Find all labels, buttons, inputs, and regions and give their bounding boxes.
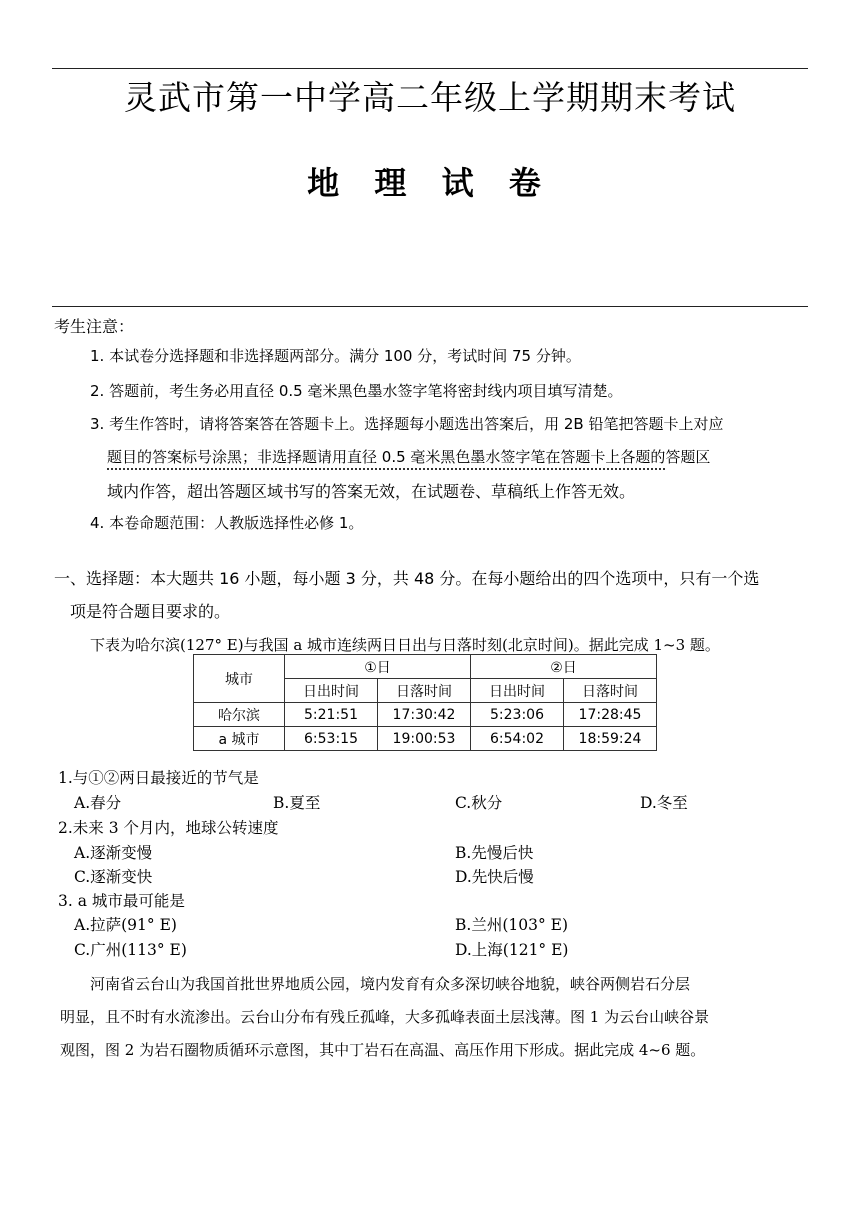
question-1-option-b: B.夏至	[273, 794, 321, 812]
notice-item-3-emphasis-b: 答题区	[665, 448, 711, 466]
question-3-option-c: C.广州(113° E)	[74, 941, 187, 959]
table-header-day1: ①日	[285, 655, 471, 679]
question-2-option-b: B.先慢后快	[455, 844, 534, 862]
table-header-sunrise: 日出时间	[285, 679, 378, 703]
notice-item-1: 1. 本试卷分选择题和非选择题两部分。满分 100 分，考试时间 75 分钟。	[90, 347, 581, 365]
table-cell: 19:00:53	[378, 727, 471, 751]
question-2-stem: 2.未来 3 个月内，地球公转速度	[58, 819, 279, 837]
passage-line-2: 明显，且不时有水流渗出。云台山分布有残丘孤峰，大多孤峰表面土层浅薄。图 1 为云台山峡谷景	[60, 1008, 710, 1026]
question-3-stem: 3. a 城市最可能是	[58, 892, 185, 910]
passage-line-3: 观图，图 2 为岩石圈物质循环示意图，其中丁岩石在高温、高压作用下形成。据此完成 4~6 题。	[60, 1041, 706, 1059]
table-cell: 6:53:15	[285, 727, 378, 751]
question-3-option-d: D.上海(121° E)	[455, 941, 569, 959]
question-1-option-a: A.春分	[74, 794, 122, 812]
top-rule	[52, 68, 808, 69]
notice-item-2: 2. 答题前，考生务必用直径 0.5 毫米黑色墨水签字笔将密封线内项目填写清楚。	[90, 382, 623, 400]
sunrise-sunset-table	[193, 654, 657, 751]
exam-subtitle: 地 理 试 卷	[307, 164, 553, 202]
table-cell: 5:21:51	[285, 703, 378, 727]
table-row	[194, 703, 657, 727]
question-1-option-d: D.冬至	[640, 794, 688, 812]
table-header-day2: ②日	[471, 655, 657, 679]
notice-item-4: 4. 本卷命题范围：人教版选择性必修 1。	[90, 514, 364, 532]
passage-line-1: 河南省云台山为我国首批世界地质公园，境内发育有众多深切峡谷地貌，峡谷两侧岩石分层	[90, 975, 691, 993]
notice-heading: 考生注意：	[54, 317, 135, 336]
table-cell: 17:28:45	[564, 703, 657, 727]
question-3-option-a: A.拉萨(91° E)	[74, 916, 177, 934]
table-header-sunset: 日落时间	[564, 679, 657, 703]
notice-item-3-line-1: 3. 考生作答时，请将答案答在答题卡上。选择题每小题选出答案后，用 2B 铅笔把答题卡上对应	[90, 415, 724, 433]
notice-item-3-emphasis-a: 题目的答案标号涂黑；非选择题请用直径 0.5 毫米黑色墨水签字笔在答题卡上各题的	[107, 448, 665, 470]
question-2-option-c: C.逐渐变快	[74, 868, 153, 886]
question-3-option-b: B.兰州(103° E)	[455, 916, 568, 934]
table-row	[194, 727, 657, 751]
section-1-heading-cont: 项是符合题目要求的。	[70, 602, 231, 621]
question-2-option-d: D.先快后慢	[455, 868, 534, 886]
table-cell: 哈尔滨	[194, 703, 285, 727]
table-cell: a 城市	[194, 727, 285, 751]
section-1-heading: 一、选择题：本大题共 16 小题，每小题 3 分，共 48 分。在每小题给出的四个选项中，只有一个选	[54, 569, 760, 588]
table-header-sunrise: 日出时间	[471, 679, 564, 703]
table-header-sunset: 日落时间	[378, 679, 471, 703]
table-cell: 5:23:06	[471, 703, 564, 727]
notice-rule	[52, 306, 808, 307]
question-2-option-a: A.逐渐变慢	[74, 844, 153, 862]
table-header-city: 城市	[194, 655, 285, 703]
exam-title: 灵武市第一中学高二年级上学期期末考试	[124, 78, 736, 117]
notice-item-3-line-2	[107, 446, 710, 467]
table-intro: 下表为哈尔滨(127° E)与我国 a 城市连续两日日出与日落时刻(北京时间)。据此完成 1~3 题。	[90, 636, 720, 654]
notice-item-3-line-3: 域内作答，超出答题区域书写的答案无效，在试题卷、草稿纸上作答无效。	[107, 482, 636, 501]
table-cell: 6:54:02	[471, 727, 564, 751]
table-cell: 18:59:24	[564, 727, 657, 751]
table-cell: 17:30:42	[378, 703, 471, 727]
question-1-option-c: C.秋分	[455, 794, 503, 812]
question-1-stem: 1.与①②两日最接近的节气是	[58, 769, 259, 787]
